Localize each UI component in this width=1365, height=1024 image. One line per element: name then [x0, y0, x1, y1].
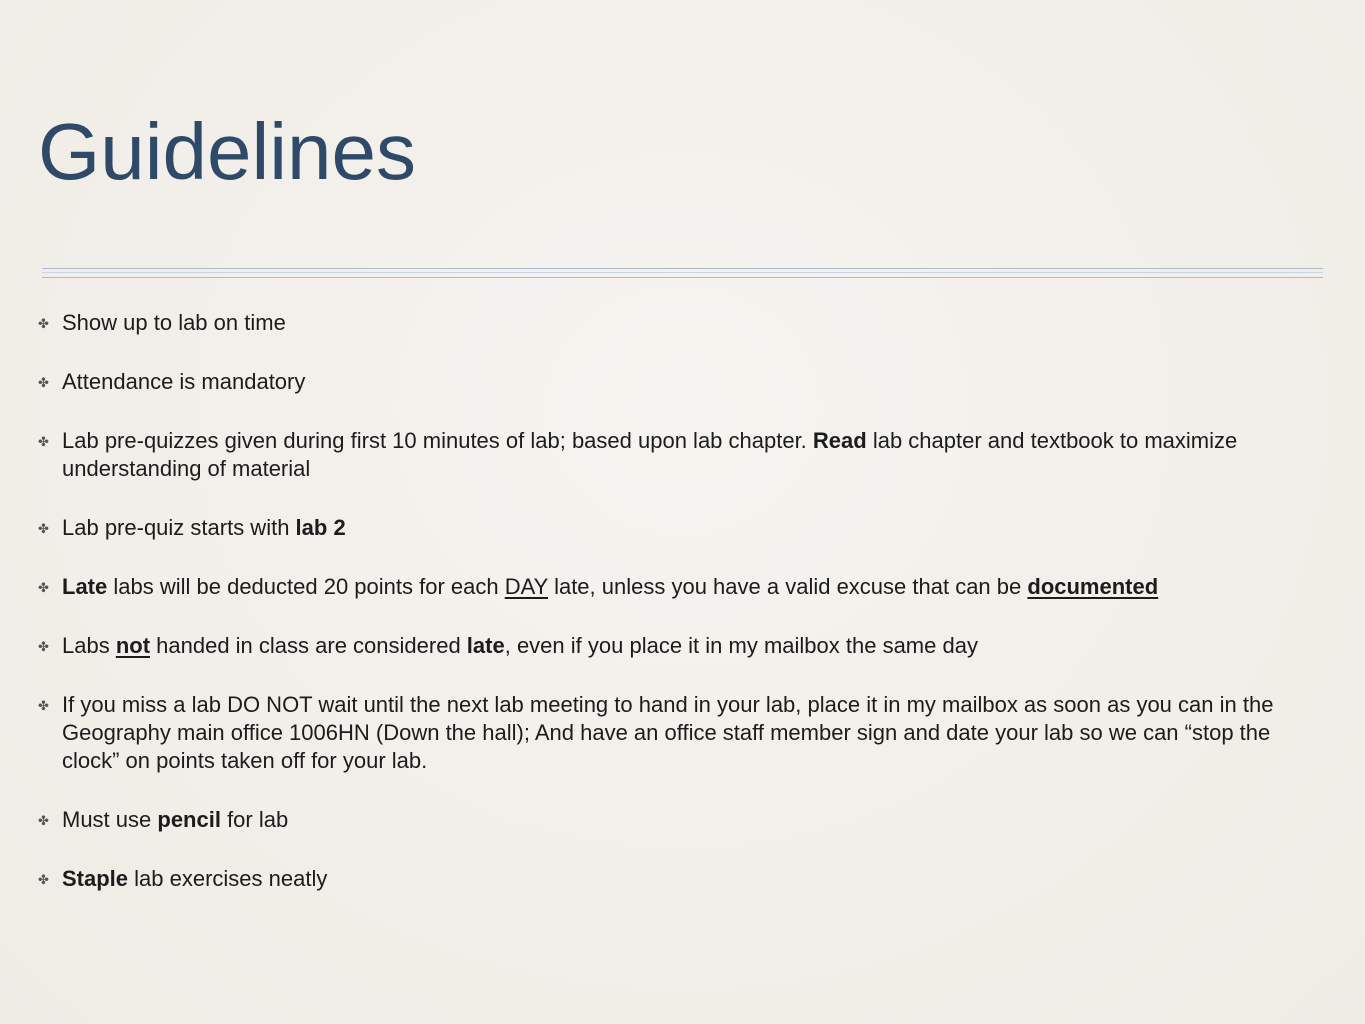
- slide-title: Guidelines: [38, 107, 417, 196]
- bullet-text: Read: [812, 428, 867, 453]
- fleuron-icon: ✤: [38, 639, 49, 654]
- bullet-text: Attendance is mandatory: [62, 369, 306, 394]
- bullet-text: lab exercises neatly: [128, 866, 328, 891]
- fleuron-icon: ✤: [38, 521, 49, 536]
- bullet-text: lab 2: [295, 515, 346, 540]
- fleuron-icon: ✤: [38, 580, 49, 595]
- bullet-item: [38, 691, 1328, 775]
- bullet-text: documented: [1027, 574, 1159, 599]
- bullet-text: , even if you place it in my mailbox the same day: [504, 633, 978, 658]
- bullet-item: [38, 632, 1328, 660]
- fleuron-icon: ✤: [38, 698, 49, 713]
- bullet-item: [38, 514, 1328, 542]
- bullet-list: [38, 309, 1328, 924]
- bullet-text: Staple: [62, 866, 129, 891]
- bullet-text: not: [115, 633, 151, 658]
- bullet-text: late: [466, 633, 505, 658]
- bullet-text: pencil: [157, 807, 221, 832]
- fleuron-icon: ✤: [38, 813, 49, 828]
- title-divider: [42, 268, 1323, 278]
- bullet-text: Must use: [62, 807, 158, 832]
- bullet-text: If you miss a lab DO NOT wait until the next lab meeting to hand in your lab, place it in my mailbox as soon as you can in the Geography main office 1006HN (Down the hall); And have an office staff member sign and date your lab so we can “stop the clock” on points taken off for your lab.: [62, 692, 1274, 773]
- bullet-item: [38, 427, 1328, 483]
- bullet-text: Lab pre-quizzes given during first 10 minutes of lab; based upon lab chapter.: [62, 428, 813, 453]
- bullet-text: labs will be deducted 20 points for each: [107, 574, 505, 599]
- bullet-item: [38, 368, 1328, 396]
- bullet-text: DAY: [504, 574, 548, 599]
- fleuron-icon: ✤: [38, 434, 49, 449]
- fleuron-icon: ✤: [38, 316, 49, 331]
- bullet-text: Show up to lab on time: [62, 310, 286, 335]
- bullet-text: Late: [62, 574, 108, 599]
- fleuron-icon: ✤: [38, 872, 49, 887]
- bullet-item: [38, 573, 1328, 601]
- bullet-text: handed in class are considered: [150, 633, 467, 658]
- bullet-text: for lab: [220, 807, 289, 832]
- bullet-text: lab chapter and textbook to maximize understanding of material: [62, 428, 1238, 481]
- bullet-item: [38, 309, 1328, 337]
- bullet-item: [38, 865, 1328, 893]
- fleuron-icon: ✤: [38, 375, 49, 390]
- bullet-text: Labs: [62, 633, 116, 658]
- bullet-text: late, unless you have a valid excuse that can be: [547, 574, 1028, 599]
- bullet-text: Lab pre-quiz starts with: [62, 515, 296, 540]
- bullet-item: [38, 806, 1328, 834]
